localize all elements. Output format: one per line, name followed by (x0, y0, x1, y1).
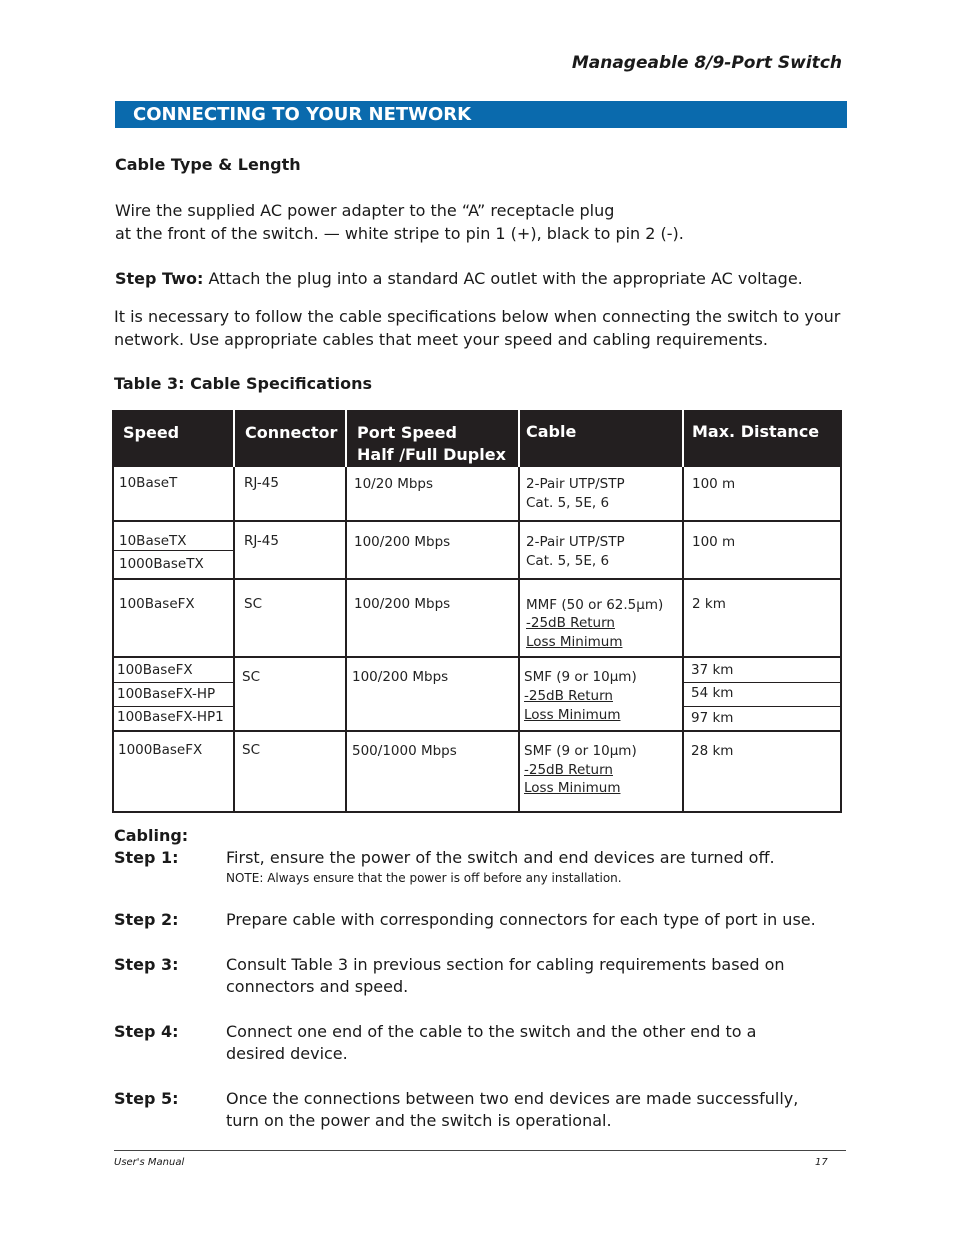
step-two-paragraph (115, 267, 803, 290)
footer-divider (114, 1150, 846, 1151)
page-number: 17 (815, 1157, 828, 1168)
row2-speed-1: 10BaseTX (119, 533, 187, 549)
header-max-distance: Max. Distance (692, 422, 820, 441)
row1-cable-1: 2-Pair UTP/STP (526, 476, 625, 492)
header-speed: Speed (123, 423, 180, 442)
row3-cable-1: MMF (50 or 62.5µm) (526, 597, 664, 613)
step-2-text: Prepare cable with corresponding connectors for each type of port in use. (226, 910, 816, 929)
step-2-label: Step 2: (114, 910, 179, 929)
row4-distance-3: 97 km (691, 710, 734, 726)
row5-distance: 28 km (691, 743, 734, 759)
intro-line-1: Wire the supplied AC power adapter to the “A” receptacle plug (115, 201, 615, 220)
section-banner (115, 101, 847, 128)
row5-cable-1: SMF (9 or 10µm) (524, 743, 637, 759)
row4-distance-2: 54 km (691, 685, 734, 701)
row5-cable-2: -25dB Return (524, 762, 613, 778)
row4-connector: SC (242, 669, 260, 685)
step-4-label: Step 4: (114, 1022, 179, 1041)
header-duplex: Half /Full Duplex (357, 445, 506, 464)
row1-connector: RJ-45 (244, 475, 279, 491)
row3-speed: 100BaseFX (119, 596, 195, 612)
row4-speed-2: 100BaseFX-HP (117, 686, 216, 702)
footer-manual-label: User's Manual (114, 1157, 185, 1168)
row4-port-speed: 100/200 Mbps (352, 669, 449, 685)
table-header-row (112, 410, 842, 467)
row2-distance: 100 m (692, 534, 736, 550)
row5-speed: 1000BaseFX (118, 742, 203, 758)
row3-cable-3: Loss Minimum (526, 634, 623, 650)
document-header-title: Manageable 8/9-Port Switch (571, 53, 842, 73)
cable-specifications-table (112, 410, 842, 813)
row3-distance: 2 km (692, 596, 726, 612)
step-two-text: Attach the plug into a standard AC outlet with the appropriate AC voltage. (203, 269, 803, 288)
row4-speed-1: 100BaseFX (117, 662, 193, 678)
row5-cable-3: Loss Minimum (524, 780, 621, 796)
row4-cable-3: Loss Minimum (524, 707, 621, 723)
row1-port-speed: 10/20 Mbps (354, 476, 434, 492)
header-port-speed: Port Speed (357, 423, 457, 442)
step-3-text: Consult Table 3 in previous section for cabling requirements based on connectors and speed. (226, 955, 785, 996)
spec-line-2: network. Use appropriate cables that meet your speed and cabling requirements. (114, 330, 768, 349)
step-4-text: Connect one end of the cable to the switch and the other end to a desired device. (226, 1022, 757, 1063)
row2-speed-2: 1000BaseTX (119, 556, 204, 572)
row2-port-speed: 100/200 Mbps (354, 534, 451, 550)
row4-cable-1: SMF (9 or 10µm) (524, 669, 637, 685)
row2-cable-2: Cat. 5, 5E, 6 (526, 553, 610, 569)
subsection-heading: Cable Type & Length (115, 155, 301, 174)
step-5-text: Once the connections between two end devices are made successfully, turn on the power and the switch is operational. (226, 1089, 799, 1130)
spec-line-1: It is necessary to follow the cable specifications below when connecting the switch to your (114, 307, 841, 326)
row3-cable-2: -25dB Return (526, 615, 615, 631)
row4-cable-2: -25dB Return (524, 688, 613, 704)
row3-port-speed: 100/200 Mbps (354, 596, 451, 612)
header-connector: Connector (245, 423, 338, 442)
row4-speed-3: 100BaseFX-HP1 (117, 709, 224, 725)
row3-connector: SC (244, 596, 262, 612)
header-cable: Cable (526, 422, 577, 441)
step-1-note: NOTE: Always ensure that the power is off before any installation. (226, 871, 622, 885)
row5-connector: SC (242, 742, 260, 758)
row5-port-speed: 500/1000 Mbps (352, 743, 457, 759)
step-3-label: Step 3: (114, 955, 179, 974)
cabling-heading: Cabling: (114, 826, 189, 845)
step-1-label: Step 1: (114, 848, 179, 867)
step-1-text: First, ensure the power of the switch and end devices are turned off. (226, 848, 775, 867)
step-5-label: Step 5: (114, 1089, 179, 1108)
step-two-label: Step Two: (115, 269, 204, 288)
row4-distance-1: 37 km (691, 662, 734, 678)
row2-cable-1: 2-Pair UTP/STP (526, 534, 625, 550)
row2-connector: RJ-45 (244, 533, 279, 549)
intro-line-2: at the front of the switch. — white stripe to pin 1 (+), black to pin 2 (-). (115, 224, 684, 243)
table-caption: Table 3: Cable Specifications (114, 374, 372, 393)
row1-distance: 100 m (692, 476, 736, 492)
row1-speed: 10BaseT (119, 475, 178, 491)
section-banner-title: CONNECTING TO YOUR NETWORK (133, 104, 472, 125)
row1-cable-2: Cat. 5, 5E, 6 (526, 495, 610, 511)
